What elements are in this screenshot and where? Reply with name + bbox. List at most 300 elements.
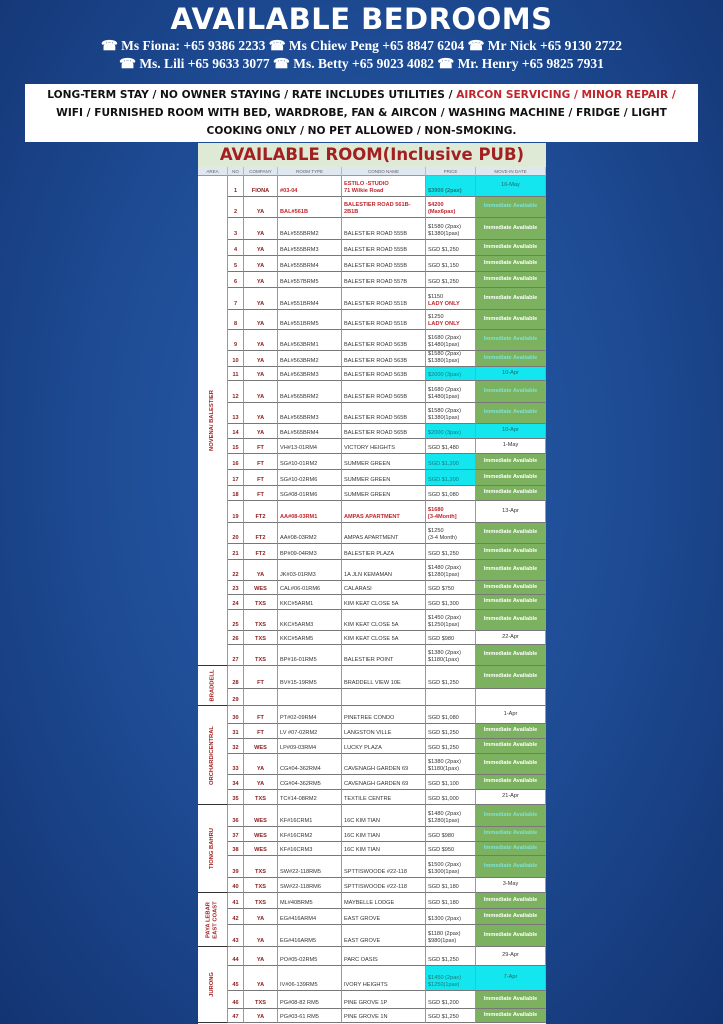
price-cell: SGD $1,250 — [426, 544, 476, 560]
company-cell: FT — [244, 439, 278, 454]
row-number: 36 — [228, 805, 244, 827]
price-cell: $1500 (2pax) $1300(1pax) — [426, 856, 476, 878]
row-number: 39 — [228, 856, 244, 878]
table-row — [198, 631, 546, 645]
move-in-date-cell: 16-May — [476, 176, 546, 197]
price-cell: $1680 [3-4Month] — [426, 501, 476, 523]
move-in-date-cell: Immediate Available — [476, 856, 546, 878]
move-in-date-cell: Immediate Available — [476, 470, 546, 486]
table-row — [198, 724, 546, 739]
room-type-cell: EG#416ARM4 — [278, 909, 342, 925]
price-cell — [426, 689, 476, 706]
price-cell: SGD $1,250 — [426, 272, 476, 288]
table-title: AVAILABLE ROOM(Inclusive PUB) — [198, 143, 546, 167]
row-number: 46 — [228, 991, 244, 1009]
price-cell: $1180 (2pax) $980(1pax) — [426, 925, 476, 947]
price-cell: $4200 (Max6pax) — [426, 197, 476, 218]
room-type-cell: #03-04 — [278, 176, 342, 197]
company-cell: YA — [244, 909, 278, 925]
company-cell: YA — [244, 381, 278, 403]
company-cell: WES — [244, 805, 278, 827]
table-row — [198, 1009, 546, 1023]
price-cell: SGD $1,250 — [426, 240, 476, 256]
price-cell: $1480 (2pax) $1280(1pax) — [426, 805, 476, 827]
column-header: MOVE-IN DATE — [476, 167, 546, 176]
table-row — [198, 218, 546, 240]
condo-name-cell: EAST GROVE — [342, 909, 426, 925]
price-cell: $1300 (2pax) — [426, 909, 476, 925]
company-cell: WES — [244, 581, 278, 595]
row-number: 25 — [228, 610, 244, 631]
move-in-date-cell: 1-Apr — [476, 706, 546, 724]
table-row — [198, 827, 546, 842]
move-in-date-cell: Immediate Available — [476, 240, 546, 256]
table-row — [198, 381, 546, 403]
move-in-date-cell: Immediate Available — [476, 805, 546, 827]
price-cell: SGD $1,150 — [426, 256, 476, 272]
room-type-cell: SW#22-118RM5 — [278, 856, 342, 878]
row-number: 41 — [228, 893, 244, 909]
condo-name-cell: BALESTIER ROAD 563B — [342, 351, 426, 367]
area-group — [198, 947, 228, 1023]
price-cell: SGD $1,250 — [426, 739, 476, 754]
row-number: 13 — [228, 403, 244, 424]
company-cell: TXS — [244, 595, 278, 610]
room-type-cell: CG#04-362RM5 — [278, 775, 342, 790]
condo-name-cell: EAST GROVE — [342, 925, 426, 947]
condo-name-cell: BALESTIER ROAD 561B- 2B1B — [342, 197, 426, 218]
room-type-cell: BAL#565BRM3 — [278, 403, 342, 424]
move-in-date-cell: 7-Apr — [476, 966, 546, 991]
area-group — [198, 666, 228, 706]
table-row — [198, 439, 546, 454]
row-number: 10 — [228, 351, 244, 367]
room-type-cell: KKC#5ARM1 — [278, 595, 342, 610]
table-row — [198, 790, 546, 805]
move-in-date-cell: Immediate Available — [476, 523, 546, 544]
company-cell: FT — [244, 724, 278, 739]
table-row — [198, 856, 546, 878]
move-in-date-cell: Immediate Available — [476, 381, 546, 403]
table-row — [198, 610, 546, 631]
condo-name-cell: TEXTILE CENTRE — [342, 790, 426, 805]
condo-name-cell: AMPAS APARTMENT — [342, 523, 426, 544]
row-number: 23 — [228, 581, 244, 595]
column-header: AREA — [198, 167, 228, 176]
move-in-date-cell: 10-Apr — [476, 367, 546, 381]
terms-line-1: LONG-TERM STAY / NO OWNER STAYING / RATE INCLUDES UTILITIES / — [47, 89, 457, 101]
row-number: 1 — [228, 176, 244, 197]
room-type-cell: KKC#5ARM3 — [278, 610, 342, 631]
row-number: 5 — [228, 256, 244, 272]
area-group — [198, 706, 228, 805]
row-number: 28 — [228, 666, 244, 689]
terms-line-3: COOKING ONLY / NO PET ALLOWED / NON-SMOKING. — [206, 125, 517, 137]
room-type-cell: PG#08-82 RM5 — [278, 991, 342, 1009]
condo-name-cell: LANGSTON VILLE — [342, 724, 426, 739]
price-cell: SGD $1,100 — [426, 775, 476, 790]
row-number: 27 — [228, 645, 244, 666]
room-type-cell: SG#10-02RM6 — [278, 470, 342, 486]
price-cell: SGD $1,200 — [426, 991, 476, 1009]
table-row — [198, 256, 546, 272]
row-number: 9 — [228, 330, 244, 351]
move-in-date-cell: Immediate Available — [476, 256, 546, 272]
company-cell: YA — [244, 966, 278, 991]
room-type-cell: LV #07-02RM2 — [278, 724, 342, 739]
condo-name-cell: BALESTIER POINT — [342, 645, 426, 666]
table-row — [198, 560, 546, 581]
move-in-date-cell: Immediate Available — [476, 544, 546, 560]
move-in-date-cell: Immediate Available — [476, 991, 546, 1009]
condo-name-cell: IVORY HEIGHTS — [342, 966, 426, 991]
terms-line-1-highlight: AIRCON SERVICING / MINOR REPAIR / — [456, 89, 676, 101]
move-in-date-cell: 1-May — [476, 439, 546, 454]
table-row — [198, 689, 546, 706]
condo-name-cell — [342, 689, 426, 706]
company-cell: YA — [244, 330, 278, 351]
price-value: $1250 — [428, 314, 444, 320]
page-title: AVAILABLE BEDROOMS — [170, 2, 553, 36]
condo-name-cell: KIM KEAT CLOSE 5A — [342, 595, 426, 610]
company-cell: FIONA — [244, 176, 278, 197]
room-type-cell: KKC#5ARM5 — [278, 631, 342, 645]
row-number: 20 — [228, 523, 244, 544]
company-cell: FT2 — [244, 523, 278, 544]
condo-name-cell: LUCKY PLAZA — [342, 739, 426, 754]
room-type-cell: KF#16CRM1 — [278, 805, 342, 827]
table-header — [198, 167, 546, 176]
table-row — [198, 878, 546, 893]
table-row — [198, 367, 546, 381]
row-number: 33 — [228, 754, 244, 775]
price-cell: SGD $1,250 — [426, 947, 476, 966]
row-number: 16 — [228, 454, 244, 470]
row-number: 35 — [228, 790, 244, 805]
table-row — [198, 310, 546, 330]
condo-name-cell: KIM KEAT CLOSE 5A — [342, 631, 426, 645]
company-cell: YA — [244, 288, 278, 310]
company-cell: FT — [244, 470, 278, 486]
condo-name-cell: BALESTIER ROAD 565B — [342, 403, 426, 424]
table-row — [198, 893, 546, 909]
price-cell: $1380 (2pax) $1180(1pax) — [426, 645, 476, 666]
table-row — [198, 754, 546, 775]
move-in-date-cell: Immediate Available — [476, 403, 546, 424]
company-cell: FT — [244, 666, 278, 689]
price-cell: SGD $1,200 — [426, 454, 476, 470]
move-in-date-cell: Immediate Available — [476, 925, 546, 947]
move-in-date-cell: Immediate Available — [476, 330, 546, 351]
area-label: ORCHARD/CENTRAL — [209, 725, 215, 785]
condo-name-cell: CAVENAGH GARDEN 69 — [342, 754, 426, 775]
company-cell: YA — [244, 351, 278, 367]
move-in-date-cell: 22-Apr — [476, 631, 546, 645]
room-type-cell: BP#09-04RM3 — [278, 544, 342, 560]
area-label: BRADDELL — [209, 669, 216, 702]
table-body — [198, 176, 546, 1023]
condo-name-cell: 16C KIM TIAN — [342, 842, 426, 856]
condo-name-cell: PINETREE CONDO — [342, 706, 426, 724]
room-type-cell: ML#40BRM5 — [278, 893, 342, 909]
column-header: ROOM TYPE — [278, 167, 342, 176]
move-in-date-cell: Immediate Available — [476, 666, 546, 689]
company-cell — [244, 689, 278, 706]
move-in-date-cell: Immediate Available — [476, 272, 546, 288]
price-cell: $1450 (2pax) $1250(1pax) — [426, 966, 476, 991]
company-cell: YA — [244, 310, 278, 330]
table-row — [198, 925, 546, 947]
table-row — [198, 645, 546, 666]
row-number: 8 — [228, 310, 244, 330]
room-type-cell: BAL#555BRM4 — [278, 256, 342, 272]
company-cell: YA — [244, 256, 278, 272]
price-cell: $1250 (3-4 Month) — [426, 523, 476, 544]
room-type-cell: BAL#555BRM3 — [278, 240, 342, 256]
company-cell: YA — [244, 947, 278, 966]
room-type-cell: PO#05-02RM5 — [278, 947, 342, 966]
table-row — [198, 595, 546, 610]
row-number: 32 — [228, 739, 244, 754]
condo-name-cell: PINE GROVE 1P — [342, 991, 426, 1009]
room-type-cell: BAL#551BRM5 — [278, 310, 342, 330]
room-type-cell: IV#06-139RM5 — [278, 966, 342, 991]
move-in-date-cell: Immediate Available — [476, 197, 546, 218]
room-type-cell: SG#10-01RM2 — [278, 454, 342, 470]
move-in-date-cell: Immediate Available — [476, 775, 546, 790]
price-cell: $1580 (2pax) $1380(1pax) — [426, 218, 476, 240]
price-note: LADY ONLY — [428, 321, 460, 327]
price-cell: $1680 (2pax) $1480(1pax) — [426, 330, 476, 351]
company-cell: YA — [244, 218, 278, 240]
table-row — [198, 775, 546, 790]
row-number: 4 — [228, 240, 244, 256]
company-cell: YA — [244, 403, 278, 424]
condo-name-cell: ESTILO -STUDIO 71 Wilkie Road — [342, 176, 426, 197]
company-cell: TXS — [244, 645, 278, 666]
price-cell: SGD $1,180 — [426, 878, 476, 893]
price-cell: $1580 (2pax) $1380(1pax) — [426, 403, 476, 424]
table-row — [198, 991, 546, 1009]
row-number: 15 — [228, 439, 244, 454]
row-number: 30 — [228, 706, 244, 724]
room-type-cell: BAL#561B — [278, 197, 342, 218]
table-row — [198, 947, 546, 966]
area-group — [198, 176, 228, 666]
condo-name-cell: SUMMER GREEN — [342, 486, 426, 501]
price-cell: $1480 (2pax) $1280(1pax) — [426, 560, 476, 581]
condo-name-cell: BALESTIER ROAD 551B — [342, 288, 426, 310]
room-type-cell: CG#04-362RM4 — [278, 754, 342, 775]
condo-name-cell: 16C KIM TIAN — [342, 805, 426, 827]
table-row — [198, 706, 546, 724]
company-cell: YA — [244, 424, 278, 439]
terms-banner — [25, 84, 698, 142]
area-label: PAYA LEBAR EAST COAST — [205, 900, 219, 939]
condo-name-cell: CALARASI — [342, 581, 426, 595]
price-cell: SGD $950 — [426, 842, 476, 856]
move-in-date-cell: Immediate Available — [476, 909, 546, 925]
table-row — [198, 523, 546, 544]
table-row — [198, 330, 546, 351]
area-label: NOVENA/ BALESTIER — [209, 390, 215, 451]
company-cell: TXS — [244, 631, 278, 645]
move-in-date-cell: 29-Apr — [476, 947, 546, 966]
table-row — [198, 544, 546, 560]
condo-name-cell: BALESTIER ROAD 555B — [342, 240, 426, 256]
room-type-cell: CAL#06-01RM6 — [278, 581, 342, 595]
row-number: 24 — [228, 595, 244, 610]
table-row — [198, 470, 546, 486]
contacts-line-2: ☎ Ms. Lili +65 9633 3077 ☎ Ms. Betty +65 9023 4082 ☎ Mr. Henry +65 9825 7931 — [119, 56, 604, 71]
table-row — [198, 581, 546, 595]
condo-name-cell: PARC OASIS — [342, 947, 426, 966]
price-cell: SGD $1,000 — [426, 790, 476, 805]
condo-name-cell: BALESTIER ROAD 555B — [342, 218, 426, 240]
room-type-cell: PG#03-61 RM5 — [278, 1009, 342, 1023]
contacts-line-1: ☎ Ms Fiona: +65 9386 2233 ☎ Ms Chiew Peng +65 8847 6204 ☎ Mr Nick +65 9130 2722 — [100, 38, 622, 53]
condo-name-cell: KIM KEAT CLOSE 5A — [342, 610, 426, 631]
company-cell: TXS — [244, 856, 278, 878]
company-cell: WES — [244, 827, 278, 842]
table-row — [198, 403, 546, 424]
price-value: $1150 — [428, 294, 444, 300]
company-cell: TXS — [244, 610, 278, 631]
condo-name-cell: BALESTIER ROAD 565B — [342, 424, 426, 439]
room-type-cell: AA#08-03RM1 — [278, 501, 342, 523]
room-type-cell: BAL#563BRM3 — [278, 367, 342, 381]
row-number: 17 — [228, 470, 244, 486]
move-in-date-cell: Immediate Available — [476, 595, 546, 610]
table-row — [198, 486, 546, 501]
company-cell: TXS — [244, 893, 278, 909]
room-type-cell: BAL#565BRM4 — [278, 424, 342, 439]
company-cell: YA — [244, 775, 278, 790]
room-type-cell: VH#13-01RM4 — [278, 439, 342, 454]
move-in-date-cell: 13-Apr — [476, 501, 546, 523]
condo-name-cell: BRADDELL VIEW 10E — [342, 666, 426, 689]
table-row — [198, 424, 546, 439]
column-header: PRICE — [426, 167, 476, 176]
condo-name-cell: BALESTIER ROAD 555B — [342, 256, 426, 272]
condo-name-cell: CAVENAGH GARDEN 69 — [342, 775, 426, 790]
move-in-date-cell: Immediate Available — [476, 610, 546, 631]
room-type-cell: BP#16-01RM5 — [278, 645, 342, 666]
price-cell: SGD $1,080 — [426, 706, 476, 724]
room-type-cell: KF#16CRM2 — [278, 827, 342, 842]
table-row — [198, 842, 546, 856]
company-cell: FT2 — [244, 501, 278, 523]
move-in-date-cell: Immediate Available — [476, 560, 546, 581]
area-label: JURONG — [209, 972, 215, 997]
move-in-date-cell: Immediate Available — [476, 724, 546, 739]
condo-name-cell: 16C KIM TIAN — [342, 827, 426, 842]
table-row — [198, 272, 546, 288]
price-cell: SGD $1,180 — [426, 893, 476, 909]
room-type-cell: SW#22-118RM6 — [278, 878, 342, 893]
move-in-date-cell: 21-Apr — [476, 790, 546, 805]
table-row — [198, 805, 546, 827]
row-number: 38 — [228, 842, 244, 856]
room-type-cell: KF#16CRM3 — [278, 842, 342, 856]
row-number: 34 — [228, 775, 244, 790]
company-cell: YA — [244, 240, 278, 256]
move-in-date-cell: Immediate Available — [476, 218, 546, 240]
move-in-date-cell: Immediate Available — [476, 351, 546, 367]
move-in-date-cell: Immediate Available — [476, 645, 546, 666]
table-row — [198, 501, 546, 523]
company-cell: YA — [244, 925, 278, 947]
price-cell: $1380 (2pax) $1180(1pax) — [426, 754, 476, 775]
company-cell: YA — [244, 367, 278, 381]
move-in-date-cell: 10-Apr — [476, 424, 546, 439]
condo-name-cell: BALESTIER PLAZA — [342, 544, 426, 560]
move-in-date-cell: Immediate Available — [476, 310, 546, 330]
price-cell: $1450 (2pax) $1250(1pax) — [426, 610, 476, 631]
row-number: 7 — [228, 288, 244, 310]
company-cell: YA — [244, 197, 278, 218]
condo-name-cell: PINE GROVE 1N — [342, 1009, 426, 1023]
move-in-date-cell: Immediate Available — [476, 288, 546, 310]
row-number: 3 — [228, 218, 244, 240]
area-label: TIONG BAHRU — [209, 828, 215, 869]
condo-name-cell: SUMMER GREEN — [342, 470, 426, 486]
table-row — [198, 288, 546, 310]
company-cell: YA — [244, 754, 278, 775]
company-cell: YA — [244, 272, 278, 288]
column-header: COMPANY — [244, 167, 278, 176]
price-cell: SGD $1,250 — [426, 666, 476, 689]
row-number: 47 — [228, 1009, 244, 1023]
room-type-cell: BAL#551BRM4 — [278, 288, 342, 310]
condo-name-cell: SPTTISWOODE #22-118 — [342, 856, 426, 878]
room-type-cell: BAL#563BRM2 — [278, 351, 342, 367]
condo-name-cell: BALESTIER ROAD 565B — [342, 381, 426, 403]
row-number: 2 — [228, 197, 244, 218]
condo-name-cell: VICTORY HEIGHTS — [342, 439, 426, 454]
move-in-date-cell: Immediate Available — [476, 454, 546, 470]
move-in-date-cell: Immediate Available — [476, 739, 546, 754]
move-in-date-cell: Immediate Available — [476, 486, 546, 501]
price-cell: SGD $1,250 — [426, 1009, 476, 1023]
condo-name-cell: AMPAS APARTMENT — [342, 501, 426, 523]
room-type-cell: BV#15-19RM5 — [278, 666, 342, 689]
move-in-date-cell: Immediate Available — [476, 827, 546, 842]
row-number: 43 — [228, 925, 244, 947]
row-number: 22 — [228, 560, 244, 581]
price-cell: $1680 (2pax) $1480(1pax) — [426, 381, 476, 403]
row-number: 31 — [228, 724, 244, 739]
company-cell: TXS — [244, 991, 278, 1009]
room-type-cell: LP#09-03RM4 — [278, 739, 342, 754]
condo-name-cell: BALESTIER ROAD 551B — [342, 310, 426, 330]
price-cell: SGD $1,080 — [426, 486, 476, 501]
price-cell: SGD $980 — [426, 827, 476, 842]
row-number: 40 — [228, 878, 244, 893]
company-cell: FT — [244, 486, 278, 501]
price-cell: $2000 (3pax) — [426, 424, 476, 439]
table-row — [198, 176, 546, 197]
row-number: 45 — [228, 966, 244, 991]
room-type-cell — [278, 689, 342, 706]
price-cell: SGD $1,250 — [426, 724, 476, 739]
table-row — [198, 197, 546, 218]
condo-name-cell: SPTTISWOODE #22-118 — [342, 878, 426, 893]
move-in-date-cell: Immediate Available — [476, 842, 546, 856]
column-header: CONDO NAME — [342, 167, 426, 176]
row-number: 6 — [228, 272, 244, 288]
move-in-date-cell: 3-May — [476, 878, 546, 893]
